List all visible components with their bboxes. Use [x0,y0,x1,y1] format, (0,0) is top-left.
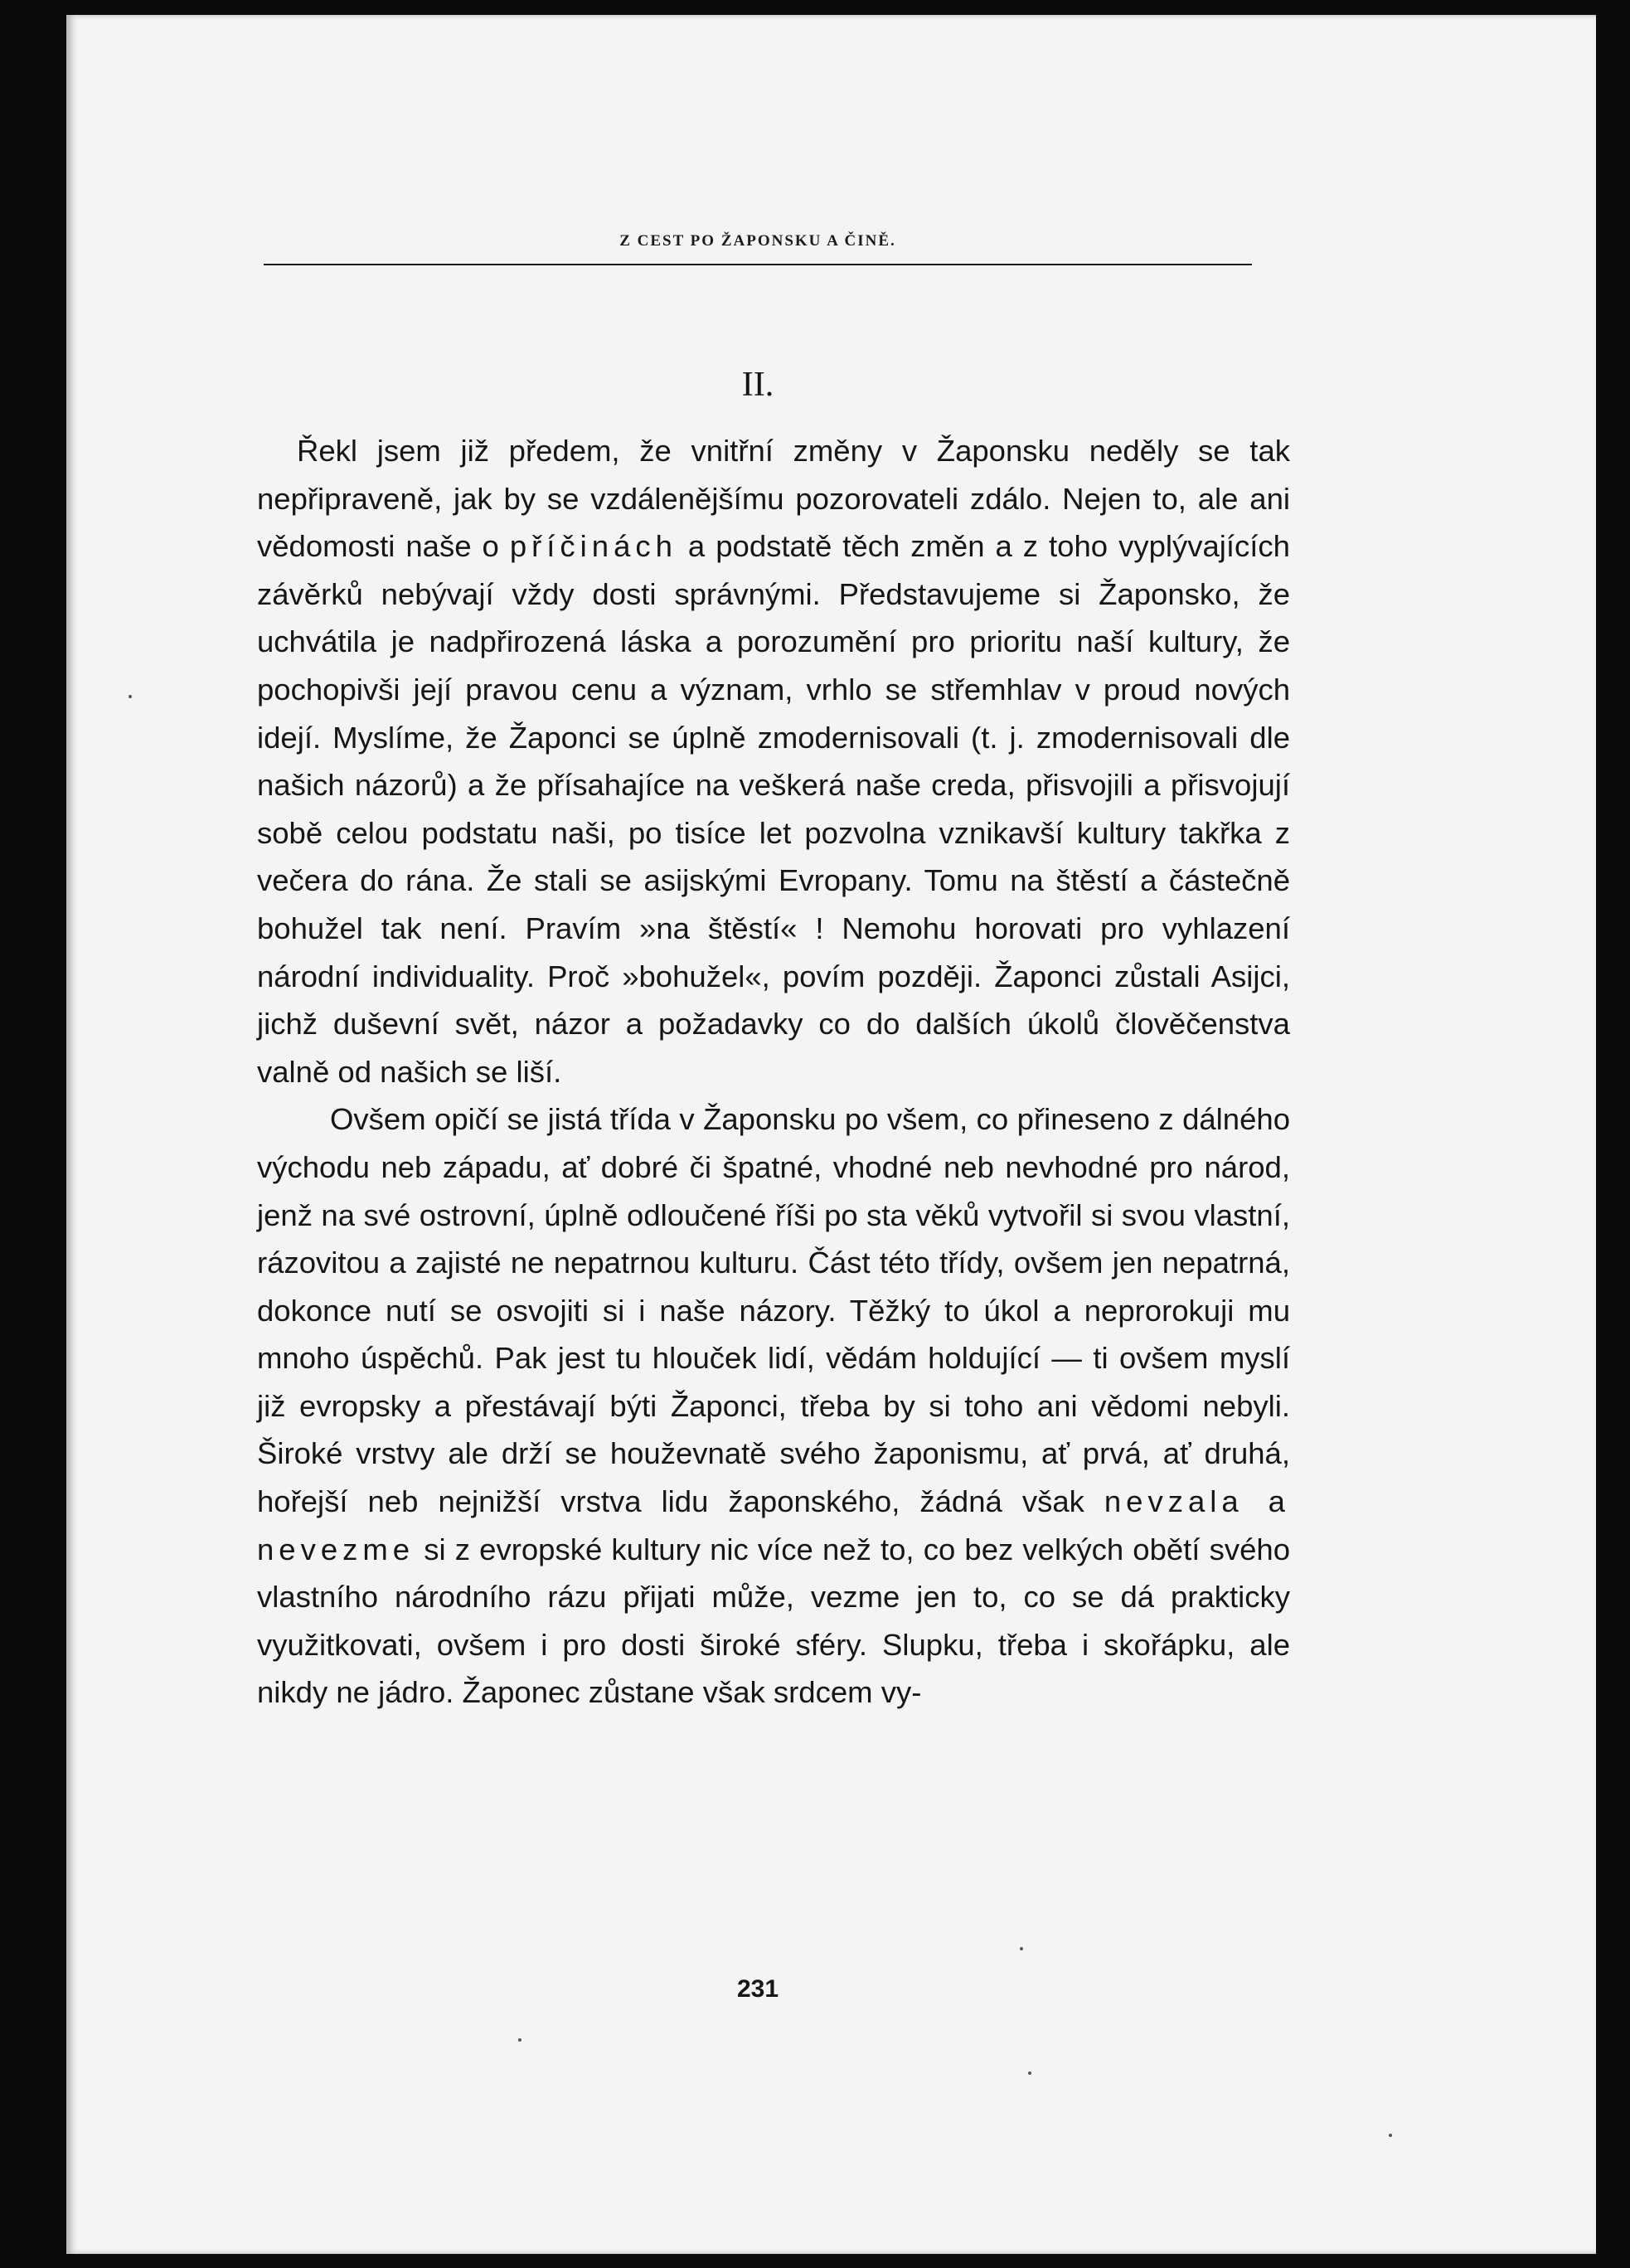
emphasized-word: příčinách [509,529,677,564]
paragraph-text: Ovšem opičí se jistá třída v Žaponsku po všem, co přineseno z dálného východu neb západu, ať dobré či špatné, vhodné neb nevhodné pro národ, jenž na své ostrovní, úplně odloučené říši po sta věků vytvořil si svou vlastní, rázovitou a zajisté ne nepatrnou kulturu. Část této třídy, ovšem jen nepatrná, dokonce nutí se osvojiti si i naše názory. Těžký to úkol a neprorokuji mu mnoho úspěchů. Pak jest tu hlouček lidí, vědám holdující — ti ovšem myslí již evropsky a přestávají býti Žaponci, třeba by si toho ani vědomi nebyli. Široké vrstvy ale drží se houževnatě svého žaponismu, ať prvá, ať druhá, hořejší neb nejnižší vrstva lidu žaponského, žádná však [257,1102,1290,1519]
paragraph-text: Řekl jsem již předem, že vnitřní změny v Žaponsku neděly se tak nepřipraveně, jak by se vzdálenějšímu pozorovateli zdálo. Nejen to, ale ani vědomosti naše o [257,434,1290,564]
page-number: 231 [736,1975,779,2003]
paper-speck [1028,2071,1031,2075]
paper-speck [1020,1947,1023,1950]
paragraph-text: si z evropské kultury nic více než to, co bez velkých obětí svého vlastního národního rázu přijati může, vezme jen to, co se dá prakticky využitkovati, ovšem i pro dosti široké sféry. Slupku, třeba i skořápku, ale nikdy ne jádro. Žaponec zůstane však srdcem vy- [257,1532,1290,1710]
paragraph [257,1095,1290,1717]
chapter-number: II. [741,366,774,404]
paragraph-text: a podstatě těch změn a z toho vyplývajících závěrků nebývají vždy dosti správnými. Představujeme si Žaponsko, že uchvátila je nadpřirozená láska a porozumění pro prioritu naší kultury, že pochopivši její pravou cenu a význam, vrhlo se střemhlav v proud nových idejí. Myslíme, že Žaponci se úplně zmodernisovali (t. j. zmodernisovali dle našich názorů) a že přísahajíce na veškerá naše creda, přisvojili a přisvojují sobě celou podstatu naši, po tisíce let pozvolna vznikavší kultury takřka z večera do rána. Že stali se asijskými Evropany. Tomu na štěstí a částečně bohužel tak není. Pravím »na štěstí« ! Nemohu horovati pro vyhlazení národní individuality. Proč »bohužel«, povím později. Žaponci zůstali Asijci, jichž duševní svět, názor a požadavky co do dalších úkolů člověčenstva valně od našich se liší. [257,529,1290,1089]
emphasized-phrase: nevzala a nevezme [257,1484,1290,1566]
running-head: Z CEST PO ŽAPONSKU A ČINĚ. [619,232,896,250]
paragraph [257,427,1290,1095]
paper-speck [1389,2134,1392,2137]
paper-speck [518,2038,522,2042]
body-text [257,427,1290,1717]
paper-speck [129,695,132,698]
header-rule [264,264,1252,265]
